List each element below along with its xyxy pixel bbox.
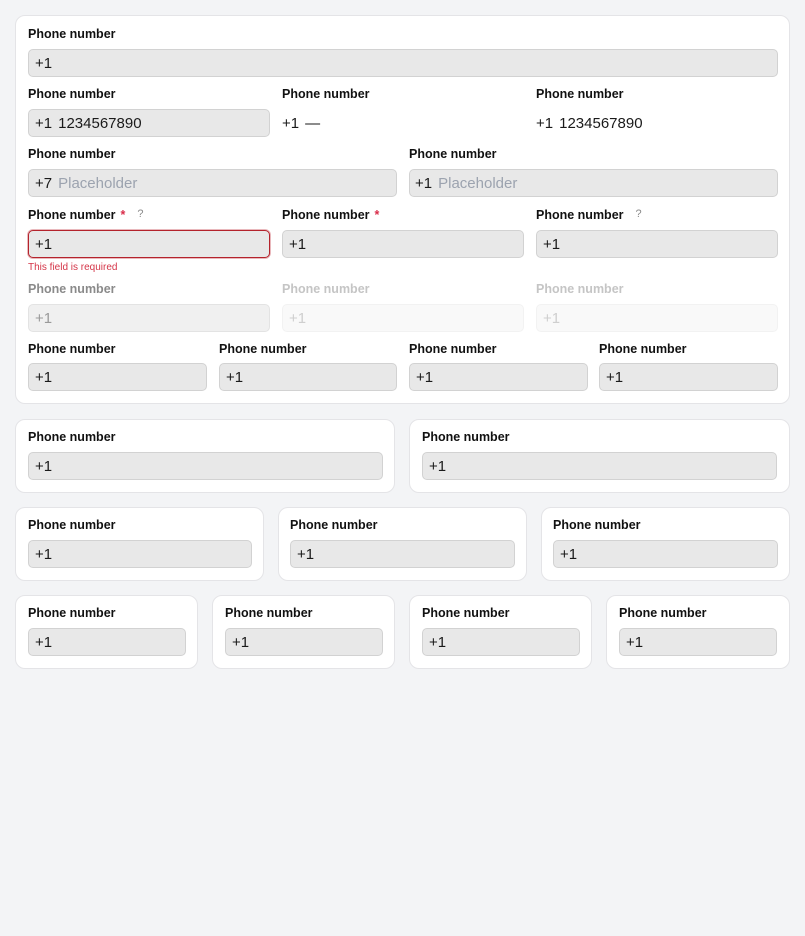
phone-field-readonly-empty bbox=[282, 87, 524, 137]
field-label: Phone number bbox=[28, 342, 116, 356]
phone-input[interactable]: +1 bbox=[28, 230, 270, 258]
phone-field-full-width bbox=[28, 27, 778, 77]
phone-input[interactable]: +1 Placeholder bbox=[409, 169, 778, 197]
phone-input[interactable]: +1 bbox=[290, 540, 515, 568]
card bbox=[541, 507, 790, 581]
phone-field bbox=[219, 342, 397, 392]
phone-input-disabled: +1 bbox=[536, 304, 778, 332]
phone-field bbox=[28, 606, 186, 656]
phone-field-required-error bbox=[28, 208, 270, 278]
phone-input[interactable]: +1 bbox=[28, 452, 383, 480]
phone-field bbox=[599, 342, 778, 392]
field-label: Phone number bbox=[619, 606, 707, 620]
card bbox=[212, 595, 395, 669]
phone-field-disabled bbox=[28, 282, 270, 332]
phone-input[interactable]: +1 bbox=[619, 628, 777, 656]
field-label: Phone number bbox=[409, 342, 497, 356]
field-label: Phone number bbox=[422, 606, 510, 620]
phone-input[interactable]: +1 1234567890 bbox=[28, 109, 270, 137]
field-label: Phone number bbox=[409, 147, 497, 161]
field-label: Phone number bbox=[282, 87, 370, 101]
phone-readonly-value: +1 — bbox=[282, 114, 321, 132]
card bbox=[15, 419, 395, 493]
field-label: Phone number bbox=[28, 606, 116, 620]
phone-input[interactable]: +1 bbox=[219, 363, 397, 391]
field-label: Phone number ? bbox=[536, 208, 642, 222]
phone-field-placeholder-plus1 bbox=[409, 147, 778, 197]
field-label: Phone number * ? bbox=[28, 208, 144, 222]
phone-field bbox=[553, 518, 778, 568]
phone-field-disabled-faint bbox=[536, 282, 778, 332]
phone-input[interactable]: +1 bbox=[28, 540, 252, 568]
field-label: Phone number bbox=[28, 27, 116, 41]
phone-field bbox=[225, 606, 383, 656]
phone-input[interactable]: +1 bbox=[599, 363, 778, 391]
field-label: Phone number bbox=[553, 518, 641, 532]
phone-input[interactable]: +1 bbox=[28, 49, 778, 77]
main-card bbox=[15, 15, 790, 404]
field-label: Phone number bbox=[290, 518, 378, 532]
question-mark-icon[interactable]: ? bbox=[635, 208, 642, 220]
card bbox=[409, 595, 592, 669]
phone-field bbox=[409, 342, 588, 392]
phone-field-disabled-faint bbox=[282, 282, 524, 332]
phone-field-placeholder-plus7 bbox=[28, 147, 397, 197]
phone-input[interactable]: +1 bbox=[422, 628, 580, 656]
phone-input[interactable]: +1 bbox=[409, 363, 588, 391]
phone-input-disabled: +1 bbox=[282, 304, 524, 332]
phone-field bbox=[28, 518, 252, 568]
field-label: Phone number bbox=[225, 606, 313, 620]
error-message: This field is required bbox=[28, 262, 118, 273]
field-label: Phone number bbox=[28, 87, 116, 101]
phone-input[interactable]: +1 bbox=[536, 230, 778, 258]
phone-input[interactable]: +1 bbox=[553, 540, 778, 568]
field-label: Phone number bbox=[536, 282, 624, 296]
card bbox=[278, 507, 527, 581]
field-label: Phone number bbox=[282, 282, 370, 296]
field-label: Phone number bbox=[422, 430, 510, 444]
required-marker: * bbox=[374, 208, 380, 222]
field-label: Phone number bbox=[28, 147, 116, 161]
phone-field-required bbox=[282, 208, 524, 258]
field-label: Phone number bbox=[28, 430, 116, 444]
phone-field bbox=[619, 606, 777, 656]
card bbox=[15, 507, 264, 581]
field-label: Phone number bbox=[536, 87, 624, 101]
phone-field bbox=[422, 430, 777, 480]
phone-field bbox=[28, 342, 207, 392]
field-label: Phone number bbox=[219, 342, 307, 356]
phone-input-disabled: +1 bbox=[28, 304, 270, 332]
phone-field-with-help bbox=[536, 208, 778, 258]
field-label: Phone number bbox=[599, 342, 687, 356]
phone-input[interactable]: +7 Placeholder bbox=[28, 169, 397, 197]
card bbox=[606, 595, 790, 669]
field-label: Phone number bbox=[28, 518, 116, 532]
phone-input[interactable]: +1 bbox=[28, 628, 186, 656]
phone-field bbox=[422, 606, 580, 656]
phone-field bbox=[28, 430, 383, 480]
phone-input[interactable]: +1 bbox=[28, 363, 207, 391]
question-mark-icon[interactable]: ? bbox=[137, 208, 144, 220]
phone-field-with-value bbox=[28, 87, 270, 137]
phone-readonly-value: +1 1234567890 bbox=[536, 114, 643, 132]
phone-input[interactable]: +1 bbox=[225, 628, 383, 656]
card bbox=[15, 595, 198, 669]
phone-input[interactable]: +1 bbox=[282, 230, 524, 258]
field-label: Phone number * bbox=[282, 208, 380, 222]
phone-field-readonly-value bbox=[536, 87, 778, 137]
field-label: Phone number bbox=[28, 282, 116, 296]
phone-input[interactable]: +1 bbox=[422, 452, 777, 480]
required-marker: * bbox=[120, 208, 126, 222]
card bbox=[409, 419, 790, 493]
phone-field bbox=[290, 518, 515, 568]
